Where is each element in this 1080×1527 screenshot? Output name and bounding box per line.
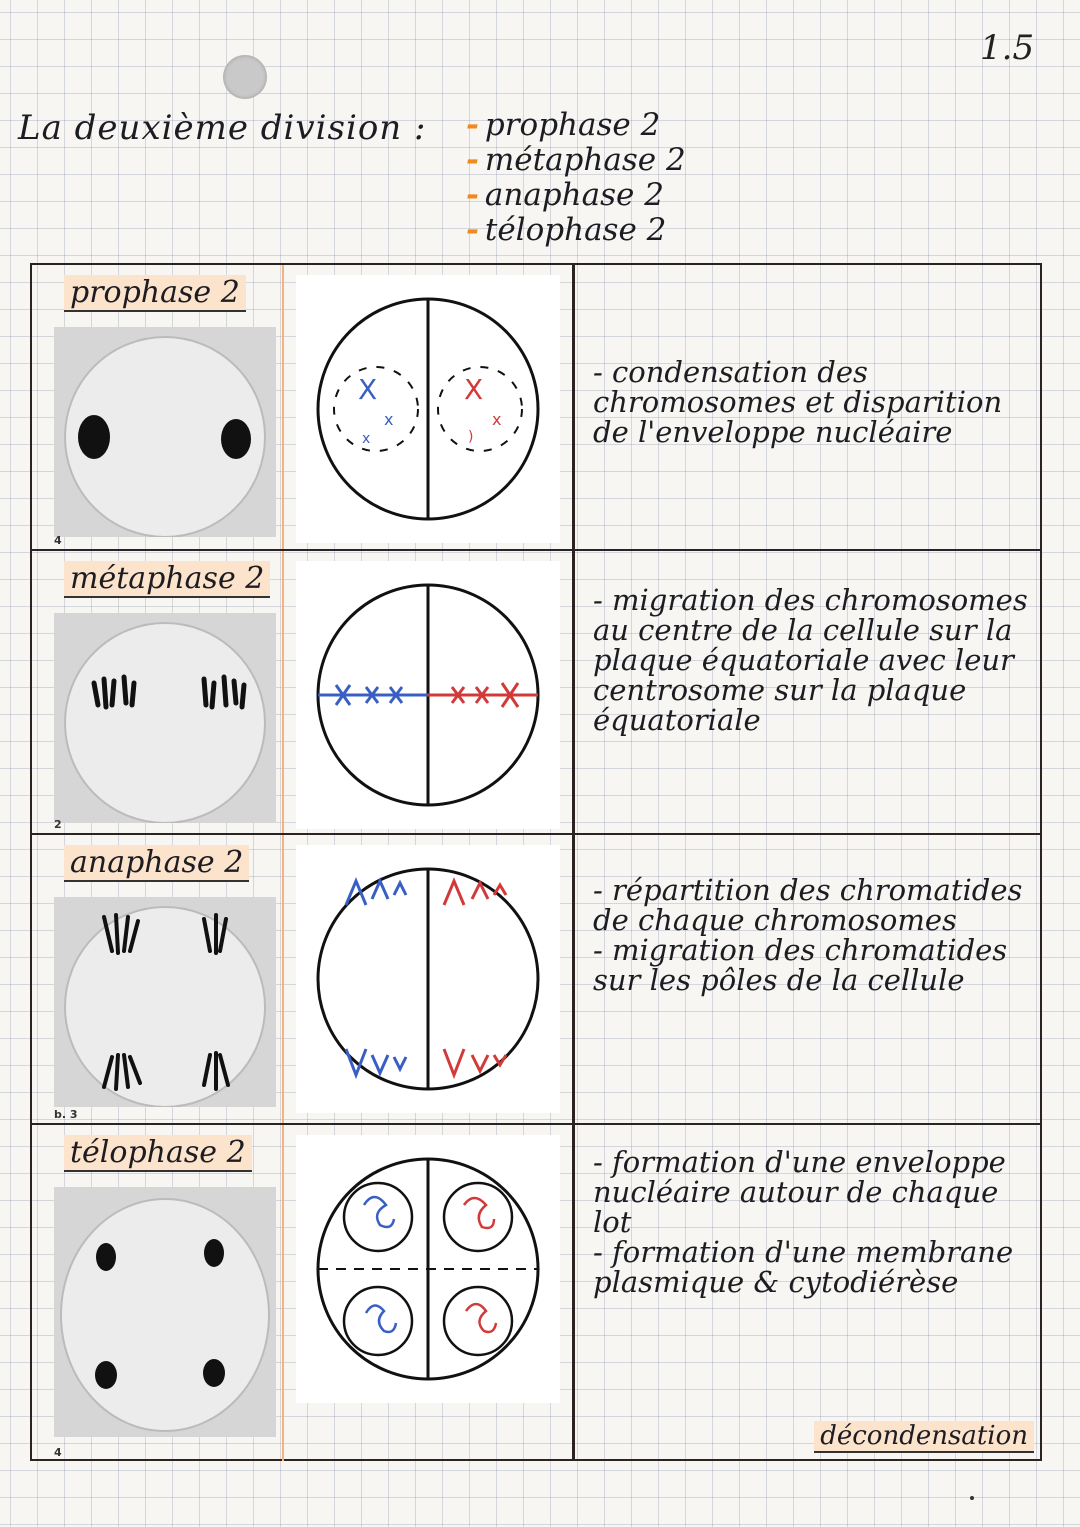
- diagram-cell: [282, 551, 572, 833]
- photo-number: b. 3: [54, 1108, 78, 1121]
- cell-diagram-metaphase: [296, 561, 560, 829]
- decondensation-note: décondensation: [814, 1421, 1034, 1453]
- label-photo-cell: [32, 1125, 282, 1461]
- paper-mark: [970, 1496, 974, 1500]
- svg-text:X: X: [358, 373, 378, 406]
- bullet-dash: -: [466, 177, 479, 213]
- phase-list-item: [466, 213, 686, 248]
- phase-list-label: prophase 2: [484, 107, 661, 143]
- cell-diagram-telophase: [296, 1135, 560, 1403]
- table-row-anaphase: [32, 835, 1040, 1123]
- diagram-cell: [282, 835, 572, 1123]
- micrograph-prophase: [54, 327, 276, 537]
- phase-list: [466, 108, 686, 248]
- phase-description: - répartition des chromatides de chaque chromosomes - migration des chromatides sur les pôles de la cellule: [593, 873, 1023, 997]
- cell-diagram-prophase: [296, 275, 560, 543]
- photo-number: 4: [54, 1446, 62, 1459]
- phase-label: prophase 2: [64, 275, 246, 312]
- phase-label: anaphase 2: [64, 845, 249, 882]
- micrograph-telophase: [54, 1187, 276, 1437]
- bullet-dash: -: [466, 142, 479, 178]
- cell-diagram-anaphase: [296, 845, 560, 1113]
- bullet-dash: -: [466, 212, 479, 248]
- table-row-prophase: [32, 265, 1040, 549]
- bullet-dash: -: [466, 107, 479, 143]
- phase-list-item: [466, 178, 686, 213]
- label-photo-cell: [32, 835, 282, 1123]
- micrograph-metaphase: [54, 613, 276, 823]
- diagram-cell: [282, 1125, 572, 1461]
- phase-description: - condensation des chromosomes et disparition de l'enveloppe nucléaire: [593, 355, 1003, 449]
- diagram-cell: [282, 265, 572, 549]
- phase-list-label: métaphase 2: [484, 142, 686, 178]
- binder-hole: [223, 55, 267, 99]
- title-text: La deuxième division :: [18, 108, 427, 148]
- description-cell: [572, 265, 1040, 549]
- phase-description: - migration des chromosomes au centre de la cellule sur la plaque équatoriale avec leur centrosome sur la plaque équatoriale: [593, 583, 1028, 737]
- phase-label: métaphase 2: [64, 561, 270, 598]
- phase-list-item: [466, 143, 686, 178]
- svg-text:x: x: [362, 431, 371, 447]
- svg-text:): ): [468, 429, 474, 445]
- table-row-metaphase: [32, 551, 1040, 833]
- micrograph-anaphase: [54, 897, 276, 1107]
- photo-number: 4: [54, 534, 62, 547]
- phase-list-label: anaphase 2: [484, 177, 664, 213]
- phase-description: - formation d'une enveloppe nucléaire autour de chaque lot - formation d'une membrane plasmique & cytodiérèse: [593, 1145, 1014, 1299]
- description-cell: [572, 835, 1040, 1123]
- label-photo-cell: [32, 265, 282, 549]
- phases-table: [30, 263, 1042, 1461]
- description-cell: [572, 551, 1040, 833]
- table-row-telophase: [32, 1125, 1040, 1461]
- page-number: 1.5: [980, 28, 1035, 68]
- phase-label: télophase 2: [64, 1135, 252, 1172]
- svg-text:x: x: [492, 410, 502, 429]
- phase-list-label: télophase 2: [484, 212, 667, 248]
- phase-list-item: [466, 108, 686, 143]
- svg-text:x: x: [384, 410, 394, 429]
- page-title: [18, 108, 426, 148]
- label-photo-cell: [32, 551, 282, 833]
- svg-text:X: X: [464, 373, 484, 406]
- photo-number: 2: [54, 818, 62, 831]
- description-cell: [572, 1125, 1040, 1461]
